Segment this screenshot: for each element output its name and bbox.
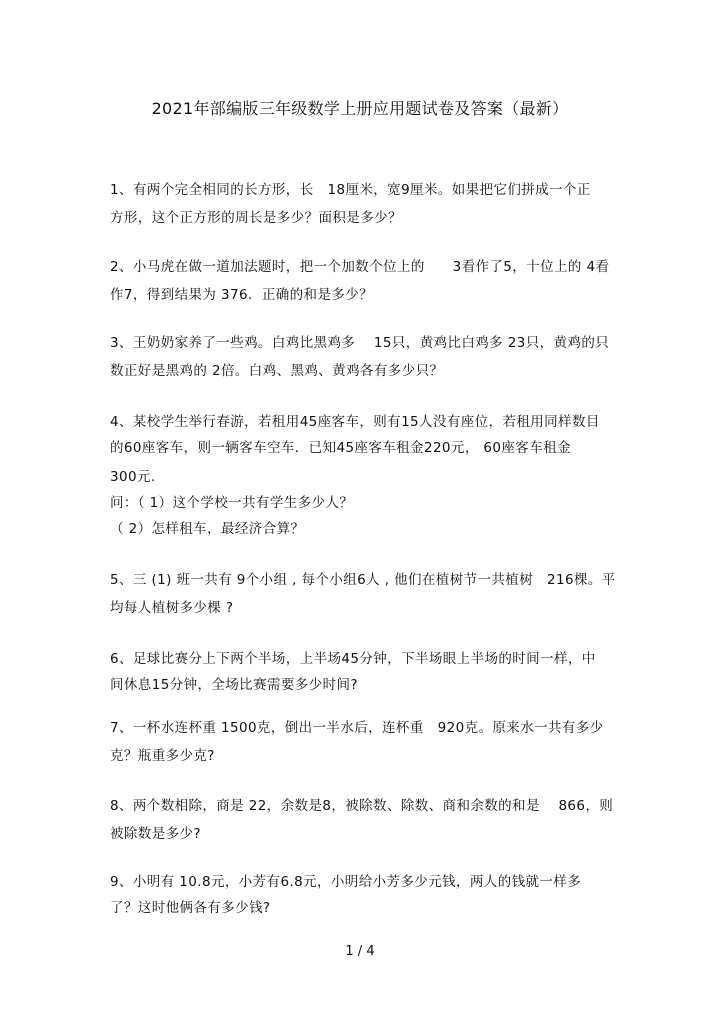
problem-4-line-1: 4、某校学生举行春游，若租用45座客车，则有15人没有座位，若租用同样数目 — [110, 414, 600, 430]
problem-8-line-1: 8、两个数相除，商是 22，余数是8，被除数、除数、商和余数的和是 866，则 — [110, 798, 614, 814]
problem-4-line-3: 300元. — [110, 469, 156, 485]
problem-4-line-2: 的60座客车，则一辆客车空车．已知45座客车租金220元， 60座客车租金 — [110, 440, 571, 456]
problem-5-line-1: 5、三 (1) 班一共有 9个小组 , 每个小组6人 , 他们在植树节一共植树 216棵。平 — [110, 572, 616, 588]
problem-3-line-1: 3、王奶奶家养了一些鸡。白鸡比黑鸡多 15只，黄鸡比白鸡多 23只，黄鸡的只 — [110, 335, 610, 351]
page-number: 1 / 4 — [345, 944, 375, 959]
problem-6-line-2: 间休息15分钟，全场比赛需要多少时间? — [110, 677, 358, 693]
problem-2-line-2: 作7，得到结果为 376．正确的和是多少？ — [110, 287, 374, 303]
problem-7-line-1: 7、一杯水连杯重 1500克，倒出一半水后，连杯重 920克。原来水一共有多少 — [110, 720, 604, 736]
problem-3-line-2: 数正好是黑鸡的 2倍。白鸡、黑鸡、黄鸡各有多少只？ — [110, 363, 444, 379]
problem-9-line-1: 9、小明有 10.8元，小芳有6.8元，小明给小芳多少元钱，两人的钱就一样多 — [110, 874, 582, 890]
problem-8-line-2: 被除数是多少? — [110, 826, 201, 842]
problem-5-line-2: 均每人植树多少棵 ? — [110, 600, 234, 616]
problem-1-line-2: 方形，这个正方形的周长是多少？面积是多少？ — [110, 210, 402, 226]
problem-2-line-1: 2、小马虎在做一道加法题时，把一个加数个位上的 3看作了5，十位上的 4看 — [110, 259, 610, 275]
document-title: 2021年部编版三年级数学上册应用题试卷及答案（最新） — [151, 99, 569, 118]
problem-7-line-2: 克？瓶重多少克? — [110, 748, 215, 764]
problem-1-line-1: 1、有两个完全相同的长方形，长 18厘米，宽9厘米。如果把它们拼成一个正 — [110, 182, 591, 198]
problem-4-question-2: （ 2）怎样租车，最经济合算？ — [110, 521, 305, 537]
problem-9-line-2: 了？这时他俩各有多少钱? — [110, 900, 271, 916]
problem-4-question-1: 问：（ 1）这个学校一共有学生多少人？ — [110, 495, 354, 511]
problem-6-line-1: 6、足球比赛分上下两个半场，上半场45分钟，下半场眼上半场的时间一样，中 — [110, 651, 596, 667]
